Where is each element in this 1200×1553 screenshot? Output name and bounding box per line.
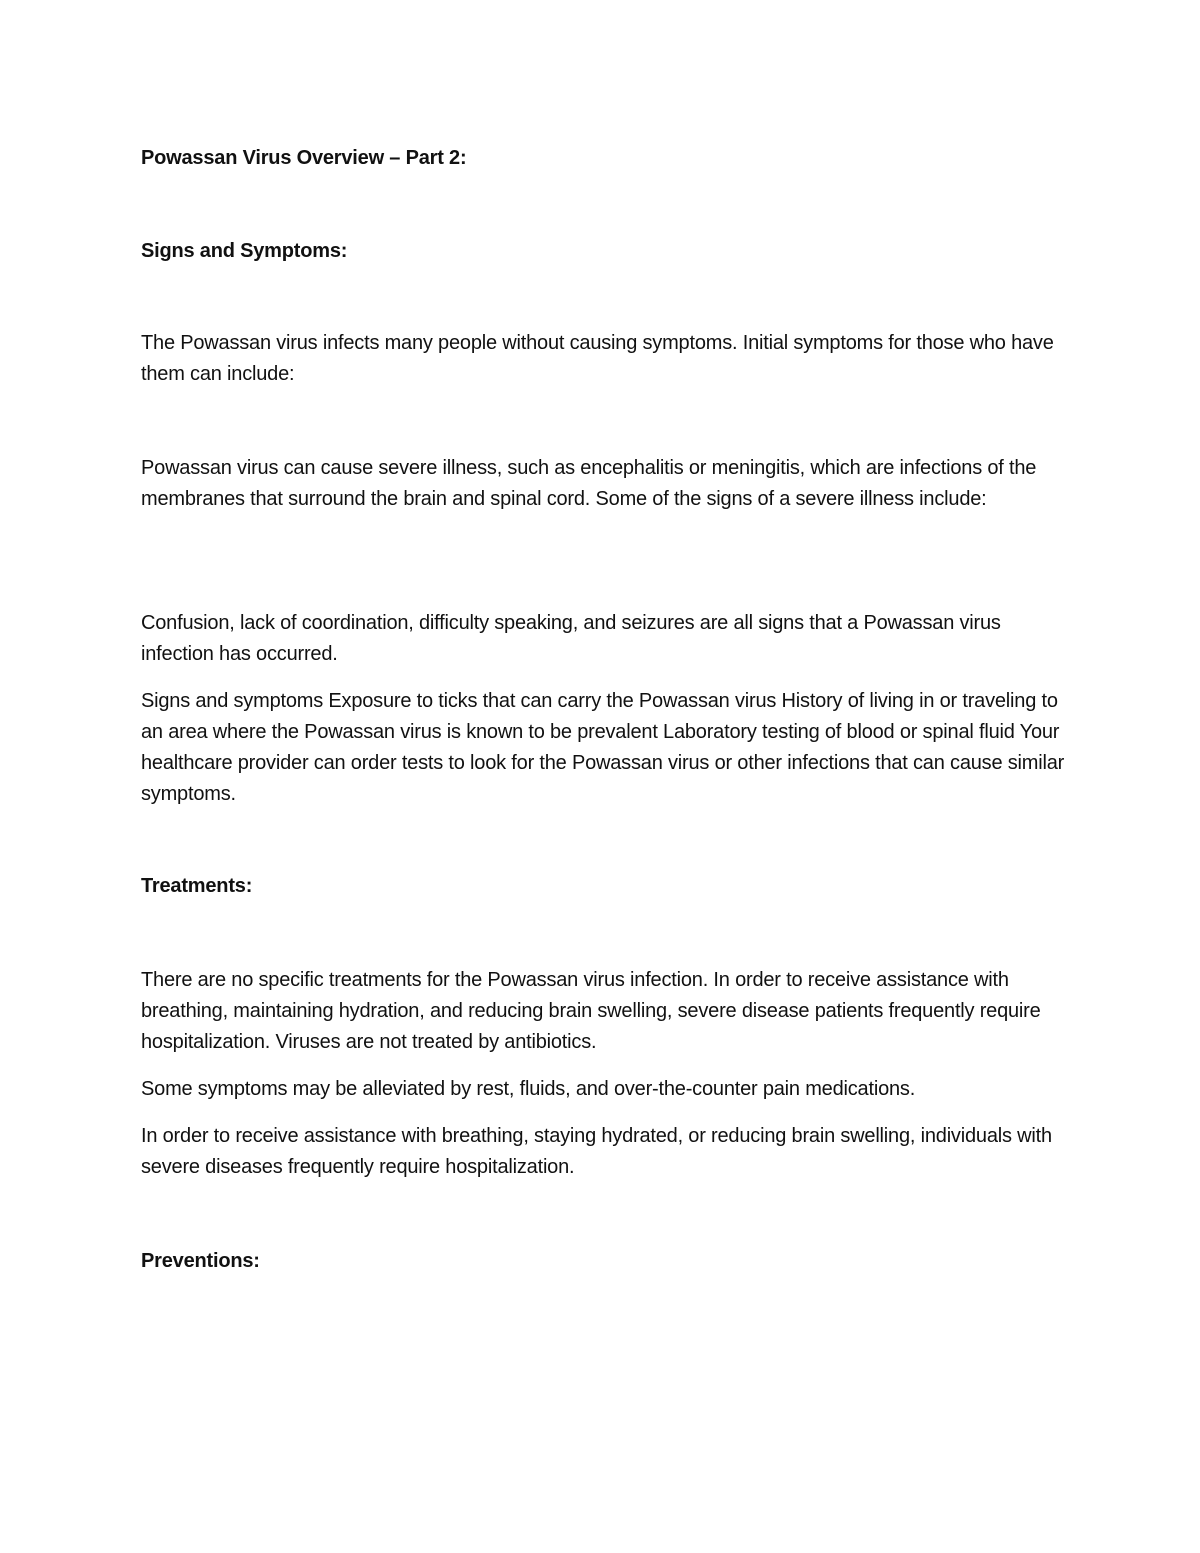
treatments-paragraph: Some symptoms may be alleviated by rest, fluids, and over-the-counter pain medications. bbox=[141, 1078, 916, 1100]
treatments-heading: Treatments: bbox=[141, 875, 253, 897]
signs-heading: Signs and Symptoms: bbox=[141, 240, 348, 262]
signs-paragraph: Confusion, lack of coordination, difficulty speaking, and seizures are all signs that a Powassan virus infection has occurred. bbox=[141, 612, 1001, 665]
preventions-heading: Preventions: bbox=[141, 1250, 260, 1272]
signs-paragraph: Powassan virus can cause severe illness, such as encephalitis or meningitis, which are infections of the membranes that surround the brain and spinal cord. Some of the signs of a severe illness include: bbox=[141, 457, 1037, 510]
signs-paragraph: Signs and symptoms Exposure to ticks that can carry the Powassan virus History of living in or traveling to an area where the Powassan virus is known to be prevalent Laboratory testing of blood or spinal fluid Your healthcare provider can order tests to look for the Powassan virus or other infections that can cause similar symptoms. bbox=[141, 690, 1065, 805]
document-title: Powassan Virus Overview – Part 2: bbox=[141, 147, 467, 169]
treatments-paragraph: There are no specific treatments for the Powassan virus infection. In order to receive assistance with breathing, maintaining hydration, and reducing brain swelling, severe disease patients frequently require hospitalization. Viruses are not treated by antibiotics. bbox=[141, 969, 1041, 1053]
signs-paragraph: The Powassan virus infects many people without causing symptoms. Initial symptoms for those who have them can include: bbox=[141, 332, 1054, 385]
treatments-paragraph: In order to receive assistance with breathing, staying hydrated, or reducing brain swelling, individuals with severe diseases frequently require hospitalization. bbox=[141, 1125, 1052, 1178]
